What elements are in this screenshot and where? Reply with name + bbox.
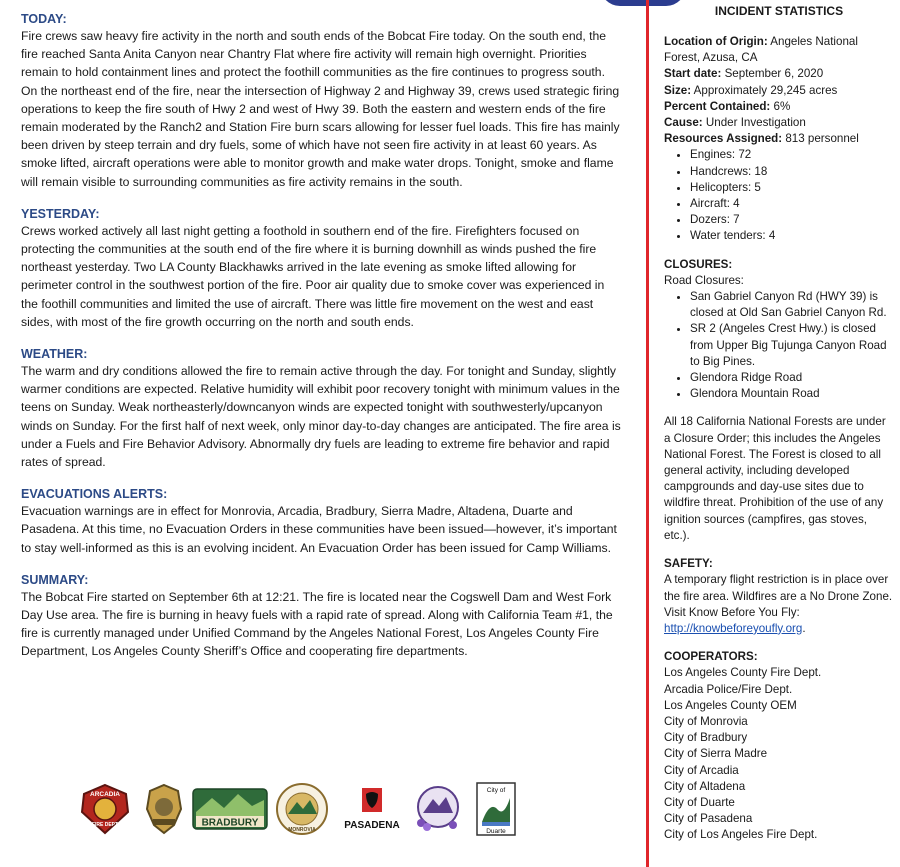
list-item: City of Bradbury xyxy=(664,731,748,745)
resources-row xyxy=(664,131,894,147)
arcadia-logo-top: ARCADIA xyxy=(90,791,120,798)
arcadia-logo-bottom: FIRE DEPT xyxy=(91,822,119,828)
cooperators-title: COOPERATORS: xyxy=(664,650,758,664)
start-label: Start date: xyxy=(664,67,722,81)
list-item: City of Arcadia xyxy=(664,763,739,777)
section-title: SUMMARY: xyxy=(21,572,89,587)
road-closures-list xyxy=(664,289,894,402)
contained-value: 6% xyxy=(770,99,791,113)
incident-statistics-header: INCIDENT STATISTICS xyxy=(714,4,844,18)
list-item: Arcadia Police/Fire Dept. xyxy=(664,682,793,696)
section-evacuations xyxy=(21,487,621,557)
size-row xyxy=(664,83,894,99)
cause-row xyxy=(664,115,894,131)
safety-body: A temporary flight restriction is in place over the fire area. Wildfires are a No Drone Zone. Visit Know Before You Fly: xyxy=(664,573,893,619)
resources-value: 813 personnel xyxy=(782,132,859,146)
list-item: City of Pasadena xyxy=(664,812,753,826)
section-body: Fire crews saw heavy fire activity in the north and south ends of the Bobcat Fire today. On the south end, the fire reached Santa Anita Canyon near Chantry Flat where fire activity will remain high overnight. Priorities remain to hold containment lines and protect the foothill communities as the fire continues to progress south. On the northeast end of the fire, near the intersection of Highway 2 and Highway 39, crews used strategic firing operations to keep the fire south of Hwy 2 and west of Hwy 39. Both the eastern and western ends of the fire remain moderated by the Ranch2 and Station Fire burn scars allowing for lesser fuel loads. This fire has mainly been driven by steep terrain and dry fuels, some of which have not seen fire activity in at least 60 years. As smoke lifted, aircraft operations were able to monitor growth and make water drops. Tonight, smoke and flame will remain visible to surrounding communities as fire activity remains in the south. xyxy=(21,29,620,189)
pasadena-logo-text: PASADENA xyxy=(344,820,400,831)
start-row xyxy=(664,66,894,82)
list-item: • Glendora Ridge Road xyxy=(690,370,894,386)
list-item: Los Angeles County Fire Dept. xyxy=(664,666,822,680)
section-body: Evacuation warnings are in effect for Monrovia, Arcadia, Bradbury, Sierra Madre, Altadena, Duarte and Pasadena. At this time, no Evacuation Orders in these communities have been issued—however, it’s important to stay well-informed as this is an evolving incident. An Evacuation Order has been issued for Camp Williams. xyxy=(21,504,617,555)
section-body: Crews worked actively all last night getting a foothold in southern end of the fire. Firefighters focused on protecting the communities at the south end of the fire where it is burning downhill as winds pushed the fire northeast yesterday. Two LA County Blackhawks arrived in the late evening as smoke lifted allowing for perimeter control in the southwest portion of the fire. Poor air quality due to smoke cover was experienced in the foothill communities and limited the use of aircraft. There was little fire movement on the west and east sides, with most of the fire growth occurring on the north and south ends. xyxy=(21,223,605,329)
forest-closure-note: All 18 California National Forests are under a Closure Order; this includes the Angeles National Forest. The Forest is closed to all general activity, including developed campgrounds and day-use sites due to wildfire threat. Prohibition of the use of any ignition sources (campfires, gas stoves, etc.). xyxy=(664,415,886,542)
list-item: • San Gabriel Canyon Rd (HWY 39) is closed at Old San Gabriel Canyon Rd. xyxy=(690,289,894,321)
cause-label: Cause: xyxy=(664,116,703,130)
road-closures-label: Road Closures: xyxy=(664,273,744,287)
list-item: City of Los Angeles Fire Dept. xyxy=(664,828,818,842)
contained-label: Percent Contained: xyxy=(664,99,771,113)
resources-label: Resources Assigned: xyxy=(664,132,783,146)
safety-title: SAFETY: xyxy=(664,557,713,571)
know-before-you-fly-link[interactable]: http://knowbeforeyoufly.org xyxy=(664,621,803,635)
list-item: • Water tenders: 4 xyxy=(690,228,894,244)
duarte-logo xyxy=(474,782,518,836)
size-label: Size: xyxy=(664,83,692,97)
cooperator-logos xyxy=(78,782,518,838)
origin-row xyxy=(664,34,894,66)
incident-sidebar xyxy=(664,0,894,844)
size-value: Approximately 29,245 acres xyxy=(691,83,838,97)
section-body: The Bobcat Fire started on September 6th at 12:21. The fire is located near the Cogswell Dam and West Fork Day Use area. The fire is burning in heavy fuels with a rapid rate of spread. Along with California Team #1, the fire is currently managed under Unified Command by the Angeles National Forest, Los Angeles County Fire Department, Los Angeles County Sheriff’s Office and cooperating fire departments. xyxy=(21,589,613,659)
list-item: City of Monrovia xyxy=(664,714,748,728)
column-divider xyxy=(646,0,649,867)
section-body: The warm and dry conditions allowed the fire to remain active through the day. For tonight and Sunday, slightly warmer conditions are expected. Relative humidity will exhibit poor recovery tonight with minimum values in the teens on Sunday. Weak northeasterly/downcanyon winds are expected tonight with southwesterly/upcanyon winds on Sunday. For the first half of next week, only minor day-to-day changes are anticipated. The fire area is under a Fuels and Fire Behavior Advisory. Abnormally dry fuels are leading to extreme fire behavior and rapid rates of spread. xyxy=(21,364,621,470)
monrovia-logo xyxy=(274,782,330,836)
section-title: EVACUATIONS ALERTS: xyxy=(21,487,168,502)
section-summary xyxy=(21,573,621,661)
list-item: • Glendora Mountain Road xyxy=(690,386,894,402)
duarte-logo-bottom: Duarte xyxy=(486,828,506,835)
police-badge-logo xyxy=(142,782,186,836)
list-item: City of Altadena xyxy=(664,779,746,793)
duarte-logo-top: City of xyxy=(486,787,506,794)
sierra-madre-logo xyxy=(412,782,464,836)
origin-label: Location of Origin: xyxy=(664,35,768,48)
pasadena-logo xyxy=(340,782,404,836)
list-item: • Engines: 72 xyxy=(690,147,894,163)
list-item: • Handcrews: 18 xyxy=(690,164,894,180)
list-item: • Aircraft: 4 xyxy=(690,196,894,212)
origin-value: Angeles National Forest, Azusa, CA xyxy=(664,35,858,65)
section-yesterday xyxy=(21,207,621,331)
start-value: September 6, 2020 xyxy=(721,67,824,81)
list-item: • Helicopters: 5 xyxy=(690,180,894,196)
section-today xyxy=(21,12,621,191)
safety-text xyxy=(664,572,894,637)
safety-after: . xyxy=(802,621,806,635)
closures-title: CLOSURES: xyxy=(664,257,733,271)
list-item: City of Duarte xyxy=(664,795,735,809)
main-column xyxy=(21,12,621,677)
list-item: Los Angeles County OEM xyxy=(664,698,797,712)
section-title: YESTERDAY: xyxy=(21,206,100,221)
contained-row xyxy=(664,99,894,115)
bradbury-logo xyxy=(192,782,268,836)
section-title: TODAY: xyxy=(21,12,67,26)
section-title: WEATHER: xyxy=(21,347,88,362)
resources-list xyxy=(664,147,894,244)
arcadia-fire-logo xyxy=(78,782,132,836)
list-item: • Dozers: 7 xyxy=(690,212,894,228)
section-weather xyxy=(21,347,621,471)
bradbury-logo-text: BRADBURY xyxy=(201,817,259,829)
list-item: • SR 2 (Angeles Crest Hwy.) is closed from Upper Big Tujunga Canyon Road to Big Pines. xyxy=(690,321,894,370)
monrovia-logo-text: MONROVIA xyxy=(288,827,316,833)
list-item: City of Sierra Madre xyxy=(664,747,768,761)
cause-value: Under Investigation xyxy=(702,116,806,130)
